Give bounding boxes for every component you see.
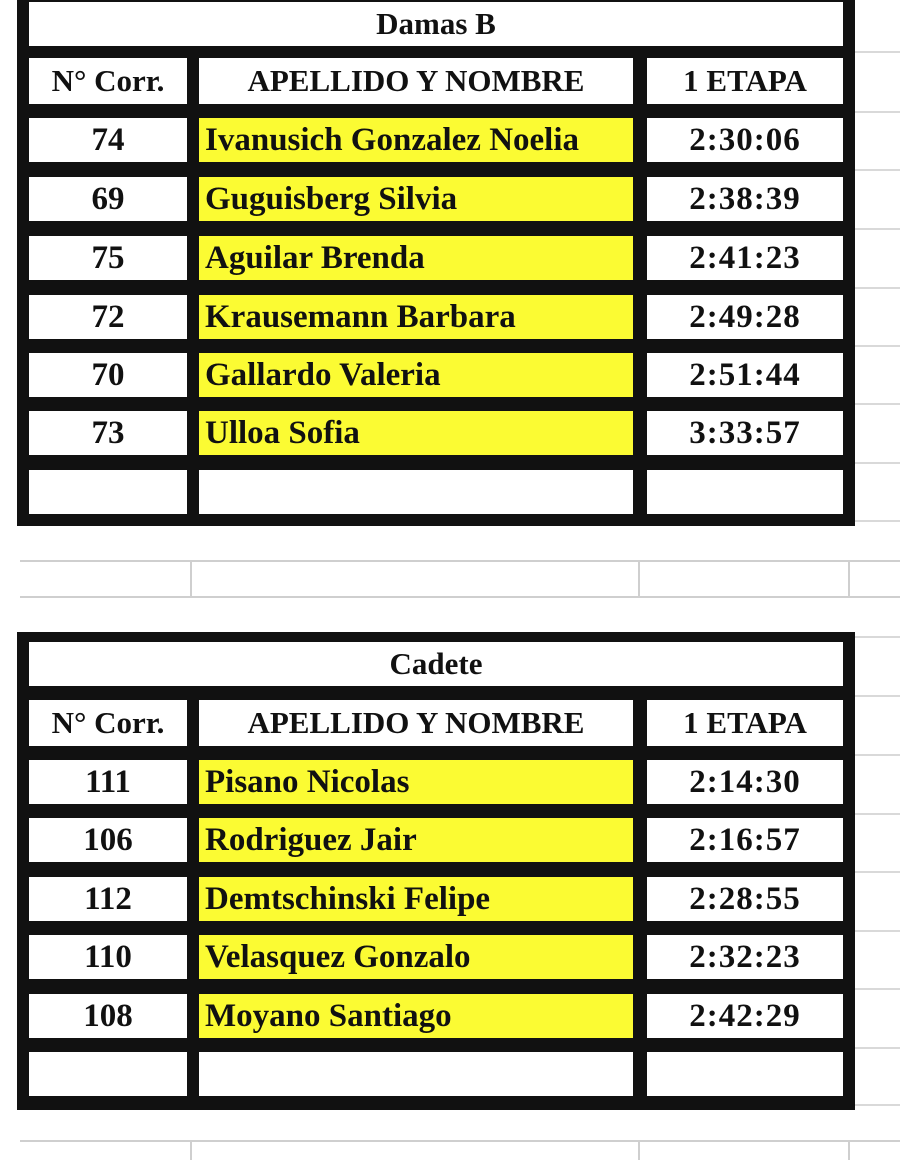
row-time[interactable]: 2:14:30 (647, 760, 843, 804)
row-num[interactable]: 69 (29, 177, 187, 221)
row-num[interactable]: 108 (29, 994, 187, 1038)
row-num[interactable]: 75 (29, 236, 187, 280)
row-time[interactable]: 2:49:28 (647, 295, 843, 339)
row-num[interactable]: 110 (29, 935, 187, 979)
row-num[interactable]: 70 (29, 353, 187, 397)
header-corr[interactable]: N° Corr. (29, 700, 187, 746)
spreadsheet-empty-row (20, 560, 900, 598)
empty-cell[interactable] (199, 470, 633, 514)
row-time[interactable]: 2:38:39 (647, 177, 843, 221)
row-num[interactable]: 74 (29, 118, 187, 162)
row-name[interactable]: Rodriguez Jair (199, 818, 633, 862)
empty-cell[interactable] (647, 1052, 843, 1096)
header-name[interactable]: APELLIDO Y NOMBRE (199, 700, 633, 746)
row-num[interactable]: 73 (29, 411, 187, 455)
row-num[interactable]: 112 (29, 877, 187, 921)
row-time[interactable]: 2:30:06 (647, 118, 843, 162)
row-time[interactable]: 2:42:29 (647, 994, 843, 1038)
row-time[interactable]: 2:28:55 (647, 877, 843, 921)
row-num[interactable]: 72 (29, 295, 187, 339)
row-name[interactable]: Krausemann Barbara (199, 295, 633, 339)
row-time[interactable]: 3:33:57 (647, 411, 843, 455)
row-name[interactable]: Aguilar Brenda (199, 236, 633, 280)
row-time[interactable]: 2:16:57 (647, 818, 843, 862)
row-time[interactable]: 2:41:23 (647, 236, 843, 280)
row-name[interactable]: Moyano Santiago (199, 994, 633, 1038)
header-corr[interactable]: N° Corr. (29, 58, 187, 104)
spreadsheet-empty-row (20, 1140, 900, 1160)
empty-cell[interactable] (29, 470, 187, 514)
empty-cell[interactable] (199, 1052, 633, 1096)
header-stage[interactable]: 1 ETAPA (647, 58, 843, 104)
header-name[interactable]: APELLIDO Y NOMBRE (199, 58, 633, 104)
row-time[interactable]: 2:32:23 (647, 935, 843, 979)
table-title[interactable]: Cadete (29, 642, 843, 686)
row-name[interactable]: Gallardo Valeria (199, 353, 633, 397)
header-stage[interactable]: 1 ETAPA (647, 700, 843, 746)
row-name[interactable]: Pisano Nicolas (199, 760, 633, 804)
table-cadete (17, 632, 855, 1110)
row-name[interactable]: Ulloa Sofia (199, 411, 633, 455)
table-damas-b (17, 0, 855, 526)
row-num[interactable]: 106 (29, 818, 187, 862)
row-name[interactable]: Velasquez Gonzalo (199, 935, 633, 979)
row-name[interactable]: Demtschinski Felipe (199, 877, 633, 921)
empty-cell[interactable] (647, 470, 843, 514)
empty-cell[interactable] (29, 1052, 187, 1096)
row-name[interactable]: Guguisberg Silvia (199, 177, 633, 221)
row-time[interactable]: 2:51:44 (647, 353, 843, 397)
row-name[interactable]: Ivanusich Gonzalez Noelia (199, 118, 633, 162)
table-title[interactable]: Damas B (29, 2, 843, 46)
row-num[interactable]: 111 (29, 760, 187, 804)
